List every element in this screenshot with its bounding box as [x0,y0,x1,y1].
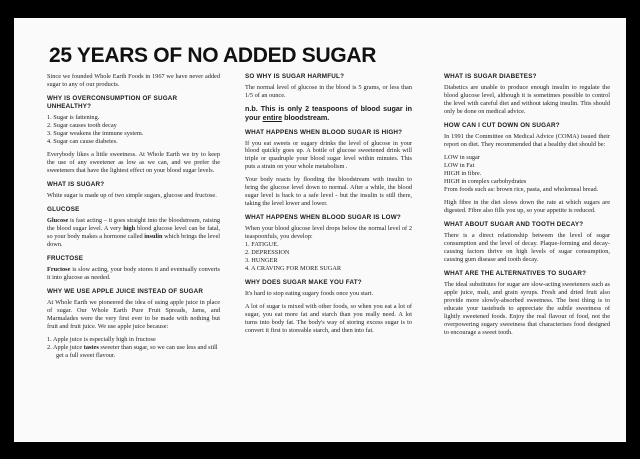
normal-level-paragraph: The normal level of glucose in the blood is 5 grams, or less than 1/5 of an ounce. [245,83,412,99]
list-item: LOW in Fat [444,161,475,169]
list-item: 1. Sugar is fattening. [47,113,100,121]
reasons-list [47,114,220,146]
leaflet-page [14,18,626,442]
tooth-decay-paragraph: There is a direct relationship between the level of sugar consumption and the level of decay. Plaque-forming and decay-causing factors thrive on high levels of sugar consumption, causing gum disease and tooth decay. [444,231,610,263]
fibre-paragraph: High fibre in the diet slows down the rate at which sugars are digested. Fibre also fills you up, so your appetite is reduced. [444,198,610,214]
high-paragraph-2: Your body reacts by flooding the bloodstream with insulin to bring the glucose level down to normal. After a while, the blood sugar level is back to a safe level - but the insulin is still there, taking the level lower and lower. [245,176,412,208]
list-item: 3. HUNGER [245,257,278,265]
list-item: 4. A CRAVING FOR MORE SUGAR [245,265,342,273]
list-item: 2. Sugar causes tooth decay [47,121,117,129]
heading-sugar-harmful: SO WHY IS SUGAR HARMFUL? [245,73,345,80]
list-item: HIGH in fibre. [444,169,482,177]
heading-why-unhealthy: WHY IS OVERCONSUMPTION OF SUGAR UNHEALTHY? [47,94,178,110]
list-item: LOW in sugar [444,153,480,161]
heading-diabetes: WHAT IS SUGAR DIABETES? [444,73,537,80]
heading-blood-sugar-low: WHAT HAPPENS WHEN BLOOD SUGAR IS LOW? [245,214,401,222]
heading-sugar-fat: WHY DOES SUGAR MAKE YOU FAT? [245,279,362,287]
heading-what-is-sugar: WHAT IS SUGAR? [47,180,105,188]
intro-paragraph: Since we founded Whole Earth Foods in 1967 we have never added sugar to any of our products. [47,73,220,88]
list-item: 4. Sugar can cause diabetes. [47,137,118,145]
heading-alternatives: WHAT ARE THE ALTERNATIVES TO SUGAR? [444,269,587,277]
apple-juice-paragraph: At Whole Earth we pioneered the idea of using apple juice in place of sugar. Our Whole Earth Pure Fruit Spreads, Jams, and Marmalades were the very first ever to be made with nothing but fruit and fruit juice. We use apple juice because: [47,298,220,330]
list-item: 2. Apple juice tastes sweeter than sugar, so we can use less and still get a full sweet flavour. [47,343,218,359]
list-item: 1. Apple juice is especially high in fructose [47,335,156,343]
cut-down-paragraph: In 1991 the Committee on Medical Advice (COMA) issued their report on diet. They recommended that a healthy diet should be: [444,132,610,148]
column-1 [47,73,220,365]
tastes-term: tastes [83,343,99,351]
column-2 [245,73,412,340]
entire-term: entire [262,112,283,122]
heading-tooth-decay: WHAT ABOUT SUGAR AND TOOTH DECAY? [444,220,584,228]
insulin-term: insulin [144,232,163,240]
fructose-term: Fructose [47,265,71,273]
fructose-paragraph: Fructose is slow acting, your body stores it and eventually converts it into glucose as needed. [47,265,220,281]
diet-foods-paragraph: From foods such as: brown rice, pasta, and wholemeal bread. [444,185,599,193]
heading-fructose: FRUCTOSE [47,254,84,262]
heading-apple-juice: WHY WE USE APPLE JUICE INSTEAD OF SUGAR [47,287,204,295]
column-3 [444,73,610,342]
apple-juice-list [47,336,220,360]
alternatives-paragraph: The ideal substitutes for sugar are slow-acting sweeteners such as apple juice, malt, and grain syrups. Fresh and dried fruit also provide more slowly-absorbed sweetness. The best thing is to educate your tastebuds to appreciate the subtle sweetness of lightly sweetened foods. Enjoy the real flavour of food, not the overpowering sugary sweetness that characterises food designed to encourage a sweet tooth. [444,280,610,336]
high-paragraph-1: If you eat sweets or sugary drinks the level of glucose in your blood quickly goes up. A bottle of glucose sweetened drink will triple or quadruple your blood sugar level within minutes. This puts a strain on your whole metabolism . [245,139,412,171]
heading-blood-sugar-high: WHAT HAPPENS WHEN BLOOD SUGAR IS HIGH? [245,128,403,136]
fat-paragraph-1: It's hard to stop eating sugary foods once you start. [245,290,374,298]
what-is-sugar-paragraph: White sugar is made up of two simple sugars, glucose and fructose. [47,191,217,199]
heading-cut-down: HOW CAN I CUT DOWN ON SUGAR? [444,121,560,129]
high-term: high [123,224,136,232]
list-item: 1. FATIGUE. [245,241,279,249]
glucose-term: Glucose [47,216,69,224]
fat-paragraph-2: A lot of sugar is mixed with other foods, so when you eat a lot of sugar, you eat more fat and starch than you really need. A lot turns into body fat. The body's way of storing excess sugar is to convert it first to storeable starch, and then into fat. [245,303,412,335]
nb-note: n.b. This is only 2 teaspoons of blood sugar in your entire bloodstream. [245,103,412,122]
list-item: 3. Sugar weakens the immune system. [47,129,144,137]
page-title: 25 YEARS OF NO ADDED SUGAR [49,44,377,67]
list-item: HIGH in complex carbohydrates [444,177,527,185]
heading-glucose: GLUCOSE [47,205,80,213]
diet-list [444,154,610,186]
symptoms-list [245,241,412,273]
glucose-paragraph: Glucose is fast acting – it goes straight into the bloodstream, raising the blood sugar level. A very high blood glucose level can be fatal, so your body makes a hormone called insulin which brings the level down. [47,216,220,248]
diabetes-paragraph: Diabetics are unable to produce enough insulin to regulate the blood glucose level, although it is sometimes possible to control the level with careful diet and without taking insulin. This should only be done on medical advice. [444,83,610,115]
sweetness-paragraph: Everybody likes a little sweetness. At Whole Earth we try to keep the use of any sweetener as low as we can, and we prefer the sweeteners that have the lightest effect on your blood sugar levels. [47,150,220,174]
list-item: 2. DEPRESSION [245,249,290,257]
low-paragraph: When your blood glucose level drops below the normal level of 2 teaspoonfuls, you develop: [245,225,412,241]
